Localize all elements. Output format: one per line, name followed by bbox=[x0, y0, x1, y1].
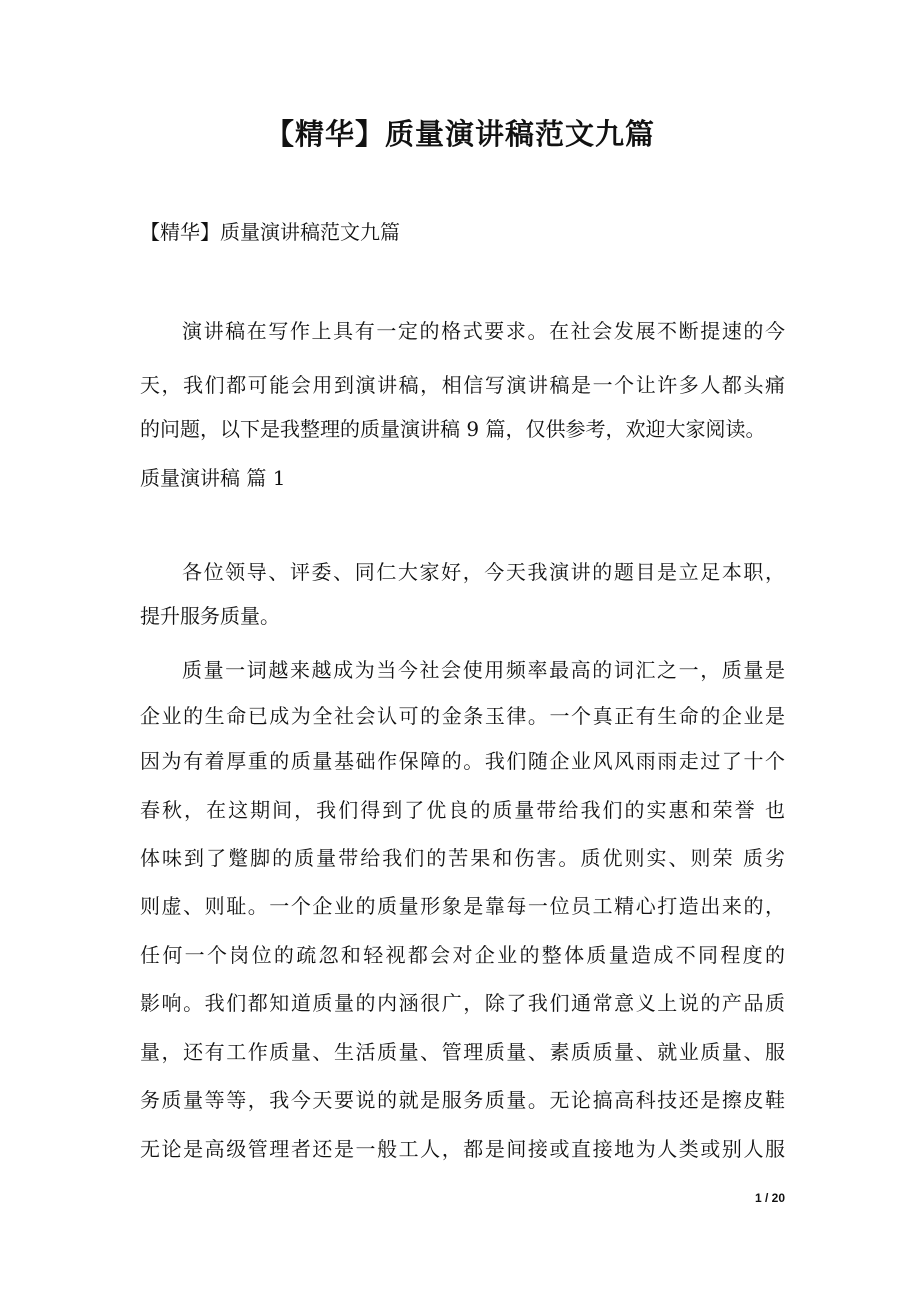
para2-line-11: 无论是高级管理者还是一般工人，都是间接或直接地为人类或别人服 bbox=[140, 1137, 785, 1161]
para2-line-9: 量，还有工作质量、生活质量、管理质量、素质质量、就业质量、服 bbox=[140, 1040, 785, 1064]
para1-line-2: 提升服务质量。 bbox=[140, 604, 280, 628]
para2-line-8: 影响。我们都知道质量的内涵很广，除了我们通常意义上说的产品质 bbox=[140, 991, 785, 1015]
para2-line-5: 体味到了蹩脚的质量带给我们的苦果和伤害。质优则实、则荣 质劣 bbox=[140, 846, 785, 870]
document-subtitle: 【精华】质量演讲稿范文九篇 bbox=[140, 220, 400, 244]
page-number: 1 / 20 bbox=[754, 1191, 785, 1205]
section-heading: 质量演讲稿 篇 1 bbox=[140, 466, 286, 490]
para2-line-10: 务质量等等，我今天要说的就是服务质量。无论搞高科技还是擦皮鞋 bbox=[140, 1088, 785, 1112]
para2-line-1: 质量一词越来越成为当今社会使用频率最高的词汇之一，质量是 bbox=[182, 658, 785, 682]
intro-line-1: 演讲稿在写作上具有一定的格式要求。在社会发展不断提速的今 bbox=[182, 319, 785, 343]
para2-line-4: 春秋，在这期间，我们得到了优良的质量带给我们的实惠和荣誉 也 bbox=[140, 798, 785, 822]
para2-line-3: 因为有着厚重的质量基础作保障的。我们随企业风风雨雨走过了十个 bbox=[140, 749, 785, 773]
intro-line-3: 的问题，以下是我整理的质量演讲稿 9 篇，仅供参考，欢迎大家阅读。 bbox=[140, 417, 766, 441]
para2-line-2: 企业的生命已成为全社会认可的金条玉律。一个真正有生命的企业是 bbox=[140, 704, 785, 728]
para2-line-6: 则虚、则耻。一个企业的质量形象是靠每一位员工精心打造出来的， bbox=[140, 894, 785, 918]
para1-line-1: 各位领导、评委、同仁大家好，今天我演讲的题目是立足本职， bbox=[182, 560, 785, 584]
document-title: 【精华】质量演讲稿范文九篇 bbox=[264, 117, 655, 151]
intro-line-2: 天，我们都可能会用到演讲稿，相信写演讲稿是一个让许多人都头痛 bbox=[140, 373, 785, 397]
para2-line-7: 任何一个岗位的疏忽和轻视都会对企业的整体质量造成不同程度的 bbox=[140, 943, 785, 967]
